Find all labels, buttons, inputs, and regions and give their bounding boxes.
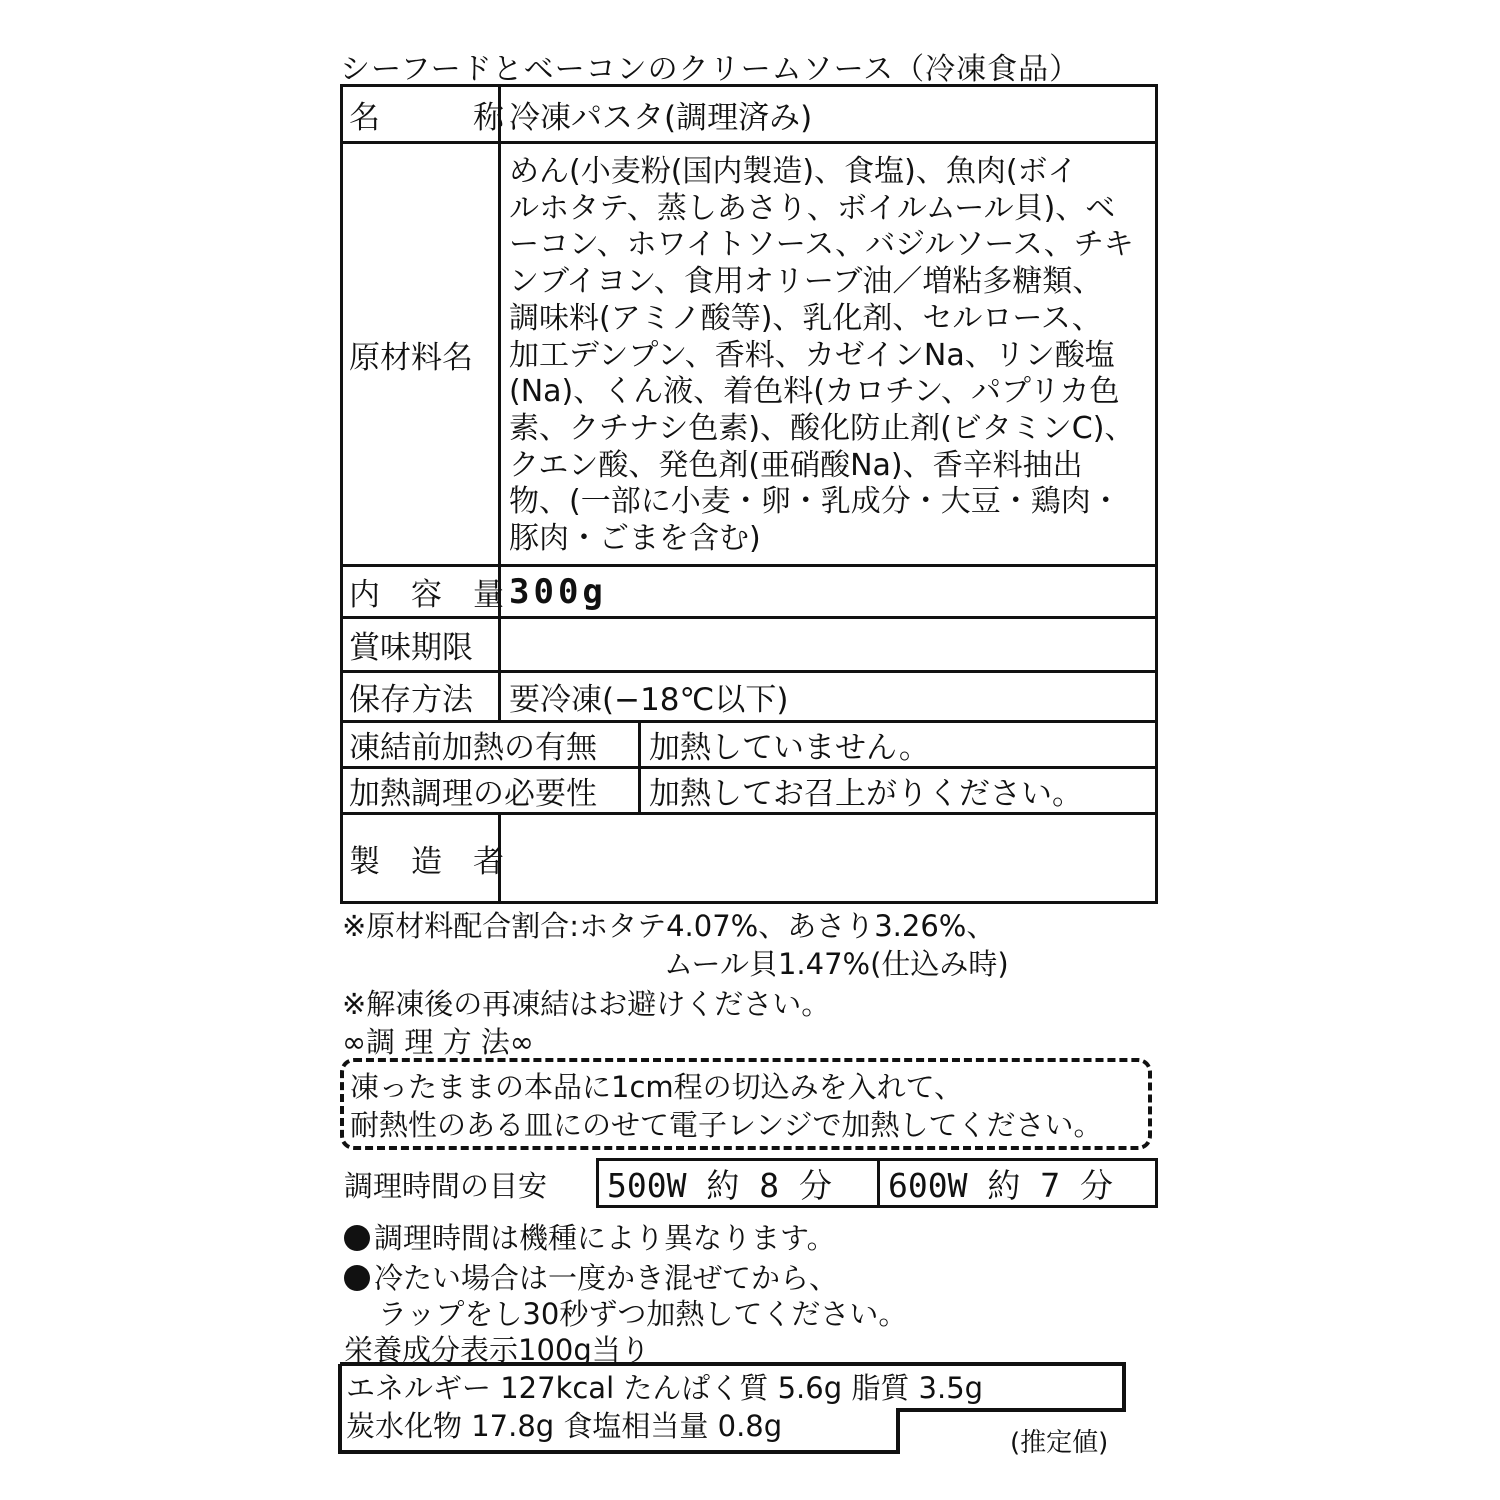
row-ingredients xyxy=(343,144,1155,567)
cooking-need-value: 加熱してお召上がりください。 xyxy=(649,776,1083,812)
bullet-note-2-cont: ラップをし30秒ずつ加熱してください。 xyxy=(378,1297,908,1331)
ingredients-line: ーコン、ホワイトソース、バジルソース、チキ xyxy=(509,227,1134,263)
content-value: 300g xyxy=(509,571,607,612)
row-storage xyxy=(343,673,1155,723)
row-name xyxy=(343,87,1155,144)
cooking-heading: ∞調 理 方 法∞ xyxy=(342,1025,534,1059)
storage-value: 要冷凍(−18℃以下) xyxy=(509,682,789,718)
nutrition-line1: エネルギー 127kcal たんぱく質 5.6g 脂質 3.5g xyxy=(346,1371,984,1405)
row-content xyxy=(343,567,1155,619)
row-best-before xyxy=(343,619,1155,673)
name-label: 名 称 xyxy=(343,87,501,141)
ingredients-line: 素、クチナシ色素)、酸化防止剤(ビタミンC)、 xyxy=(509,410,1135,446)
best-before-value xyxy=(501,619,1155,670)
bullet-icon xyxy=(344,1265,370,1291)
cooking-time-label: 調理時間の目安 xyxy=(344,1169,548,1203)
ingredients-line: 調味料(アミノ酸等)、乳化剤、セルロース、 xyxy=(509,300,1102,336)
nutrition-line2: 炭水化物 17.8g 食塩相当量 0.8g xyxy=(346,1409,783,1443)
ingredients-line: めん(小麦粉(国内製造)、食塩)、魚肉(ボイ xyxy=(509,154,1078,189)
estimated-note: (推定値) xyxy=(1010,1428,1109,1458)
ingredients-label: 原材料名 xyxy=(343,144,501,564)
ratio-note-line1: ※原材料配合割合:ホタテ4.07%、あさり3.26%、 xyxy=(342,909,996,943)
time-600w: 600W 約 7 分 xyxy=(877,1158,1158,1208)
bullet-icon xyxy=(344,1225,370,1251)
ratio-note-line2: ムール貝1.47%(仕込み時) xyxy=(664,947,1009,981)
ingredients-line: (Na)、くん液、着色料(カロチン、パプリカ色 xyxy=(509,374,1120,410)
bullet-note-1: 調理時間は機種により異なります。 xyxy=(344,1216,836,1257)
nutrition-heading: 栄養成分表示100g当り xyxy=(344,1333,650,1367)
cooking-need-label: 加熱調理の必要性 xyxy=(343,769,641,812)
name-value: 冷凍パスタ(調理済み) xyxy=(509,99,813,136)
ingredients-line: ンブイヨン、食用オリーブ油／増粘多糖類、 xyxy=(509,264,1103,300)
bullet-note-2: 冷たい場合は一度かき混ぜてから、 xyxy=(344,1256,838,1297)
ingredients-list xyxy=(501,154,1149,558)
ingredients-line: 物、(一部に小麦・卵・乳成分・大豆・鶏肉・ xyxy=(509,484,1121,520)
ingredients-line: 豚肉・ごまを含む) xyxy=(509,521,761,557)
cooking-instructions-box xyxy=(340,1058,1152,1150)
row-cooking-need xyxy=(343,769,1155,815)
instruction-line: 耐熱性のある皿にのせて電子レンジで加熱してください。 xyxy=(350,1108,1103,1142)
row-preheat xyxy=(343,723,1155,769)
product-title: シーフードとベーコンのクリームソース（冷凍食品） xyxy=(340,52,1081,87)
content-label: 内 容 量 xyxy=(343,567,501,616)
manufacturer-label: 製 造 者 xyxy=(343,815,501,901)
ingredients-line: クエン酸、発色剤(亜硝酸Na)、香辛料抽出 xyxy=(509,447,1083,483)
row-manufacturer xyxy=(343,815,1155,901)
best-before-label: 賞味期限 xyxy=(343,619,501,670)
label-table xyxy=(340,84,1158,904)
storage-label: 保存方法 xyxy=(343,673,501,720)
manufacturer-value xyxy=(501,815,1155,901)
ingredients-line: ルホタテ、蒸しあさり、ボイルムール貝)、ベ xyxy=(509,190,1116,226)
time-500w: 500W 約 8 分 xyxy=(596,1158,880,1208)
refreeze-note: ※解凍後の再凍結はお避けください。 xyxy=(342,987,831,1021)
ingredients-line: 加工デンプン、香料、カゼインNa、リン酸塩 xyxy=(509,337,1115,373)
preheat-label: 凍結前加熱の有無 xyxy=(343,723,641,766)
instruction-line: 凍ったままの本品に1cm程の切込みを入れて、 xyxy=(350,1070,964,1104)
preheat-value: 加熱していません。 xyxy=(649,730,930,766)
